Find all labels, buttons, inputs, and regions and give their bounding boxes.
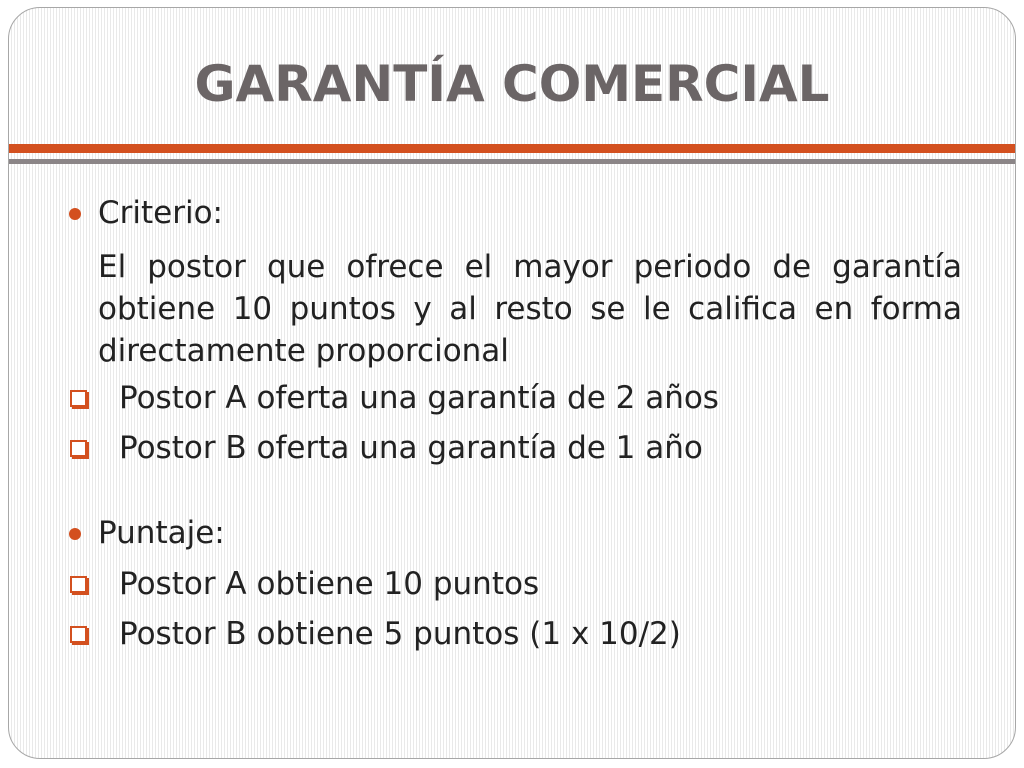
bullet-puntaje bbox=[62, 512, 962, 558]
list-item-criterio-1 bbox=[62, 376, 962, 426]
list-item-text: Postor B obtiene 5 puntos (1 x 10/2) bbox=[119, 616, 681, 652]
checkbox-bullet-icon bbox=[70, 576, 87, 593]
list-item-criterio-2 bbox=[62, 426, 962, 476]
criterio-paragraph: El postor que ofrece el mayor periodo de garantía obtiene 10 puntos y al resto se le califica en forma directamente proporcional bbox=[98, 249, 962, 369]
checkbox-bullet-icon bbox=[70, 390, 87, 407]
checkbox-bullet-icon bbox=[70, 626, 87, 643]
bullet-dot-icon bbox=[69, 528, 81, 540]
list-item-puntaje-2 bbox=[62, 612, 962, 662]
bullet-criterio bbox=[62, 192, 962, 238]
spacer bbox=[62, 476, 962, 512]
checkbox-bullet-icon bbox=[70, 440, 87, 457]
title-rule-gray bbox=[9, 159, 1016, 164]
list-item-text: Postor A oferta una garantía de 2 años bbox=[119, 380, 719, 416]
list-item-text: Postor B oferta una garantía de 1 año bbox=[119, 430, 703, 466]
slide-content bbox=[62, 192, 962, 662]
bullet-criterio-label: Criterio: bbox=[98, 195, 223, 231]
bullet-puntaje-label: Puntaje: bbox=[98, 515, 225, 551]
list-item-text: Postor A obtiene 10 puntos bbox=[119, 566, 540, 602]
bullet-dot-icon bbox=[69, 208, 81, 220]
list-item-puntaje-1 bbox=[62, 562, 962, 612]
slide-title: GARANTÍA COMERCIAL bbox=[194, 55, 830, 113]
title-rule-orange bbox=[9, 144, 1016, 153]
